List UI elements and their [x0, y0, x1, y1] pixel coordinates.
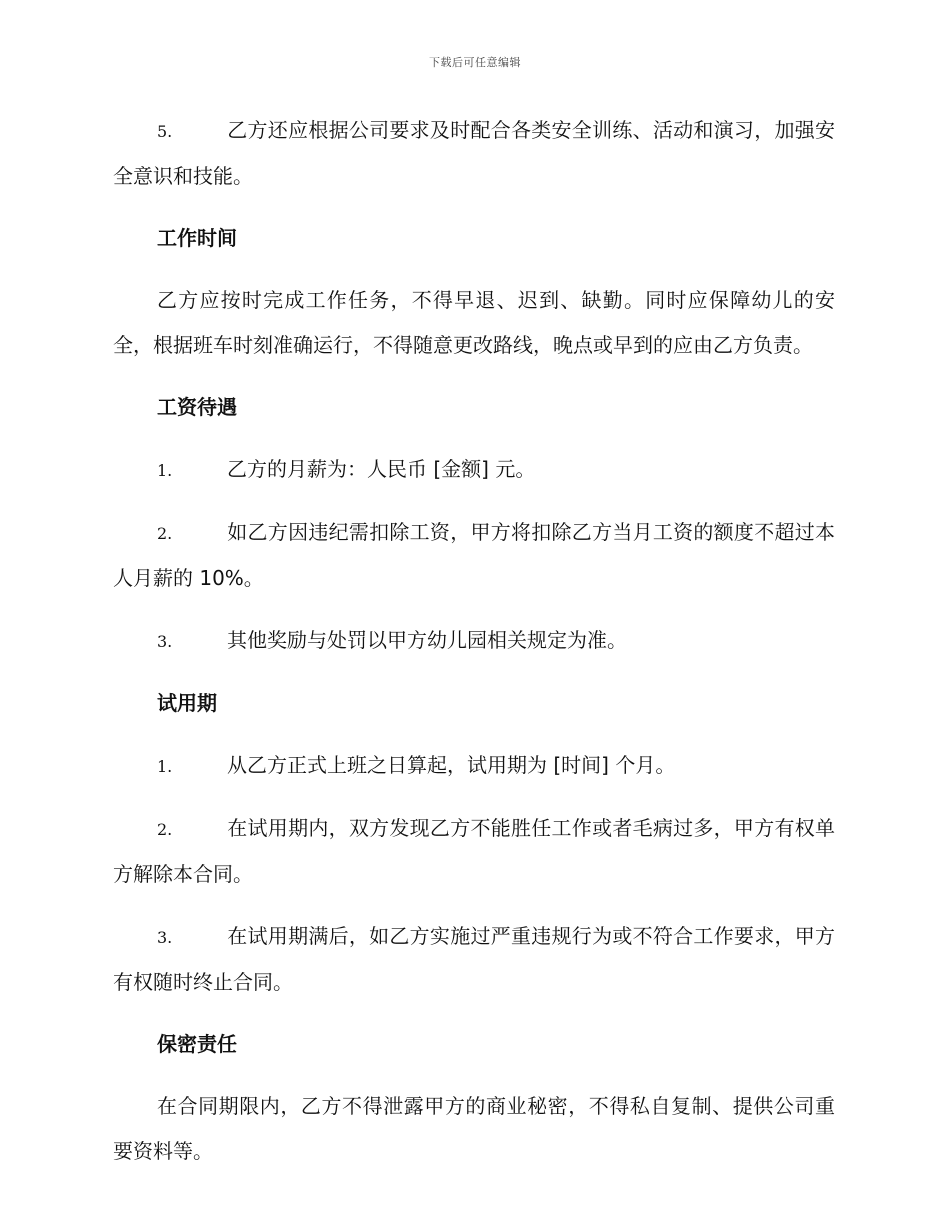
list-item: [113, 447, 835, 493]
list-item: [113, 914, 835, 1005]
list-item-number: 3.: [157, 928, 173, 947]
paragraph-work-time: 乙方应按时完成工作任务，不得早退、迟到、缺勤。同时应保障幼儿的安全，根据班车时刻准确运行，不得随意更改路线，晚点或早到的应由乙方负责。: [113, 288, 835, 357]
document-body: [113, 108, 835, 1191]
list-item: [113, 618, 835, 664]
section-heading-salary: 工资待遇: [157, 395, 237, 419]
list-item-text: 在试用期满后，如乙方实施过严重违规行为或不符合工作要求，甲方有权随时终止合同。: [113, 924, 835, 994]
list-item-number: 2.: [157, 820, 173, 839]
page-header: 下载后可任意编辑: [429, 56, 521, 69]
list-item: [113, 806, 835, 897]
list-item: [113, 510, 835, 601]
list-item-text: 从乙方正式上班之日算起，试用期为 [时间] 个月。: [227, 753, 676, 777]
list-item-text: 其他奖励与处罚以甲方幼儿园相关规定为准。: [227, 628, 627, 652]
list-item-text: 乙方的月薪为：人民币 [金额] 元。: [227, 457, 536, 481]
list-item-text: 乙方还应根据公司要求及时配合各类安全训练、活动和演习，加强安全意识和技能。: [113, 118, 835, 188]
list-item: [113, 743, 835, 789]
section-heading-confidentiality: 保密责任: [157, 1032, 237, 1056]
paragraph-confidentiality: 在合同期限内，乙方不得泄露甲方的商业秘密，不得私自复制、提供公司重要资料等。: [113, 1094, 835, 1163]
section-heading-probation: 试用期: [157, 691, 217, 715]
list-item-number: 5.: [157, 122, 173, 141]
list-item-number: 2.: [157, 524, 173, 543]
list-item-number: 1.: [157, 461, 173, 480]
list-item-number: 1.: [157, 757, 173, 776]
list-item-text: 在试用期内，双方发现乙方不能胜任工作或者毛病过多，甲方有权单方解除本合同。: [113, 816, 835, 886]
section-heading-work-time: 工作时间: [157, 226, 237, 250]
list-item-number: 3.: [157, 632, 173, 651]
list-item: [113, 108, 835, 199]
list-item-text: 如乙方因违纪需扣除工资，甲方将扣除乙方当月工资的额度不超过本人月薪的 10%。: [113, 520, 835, 590]
